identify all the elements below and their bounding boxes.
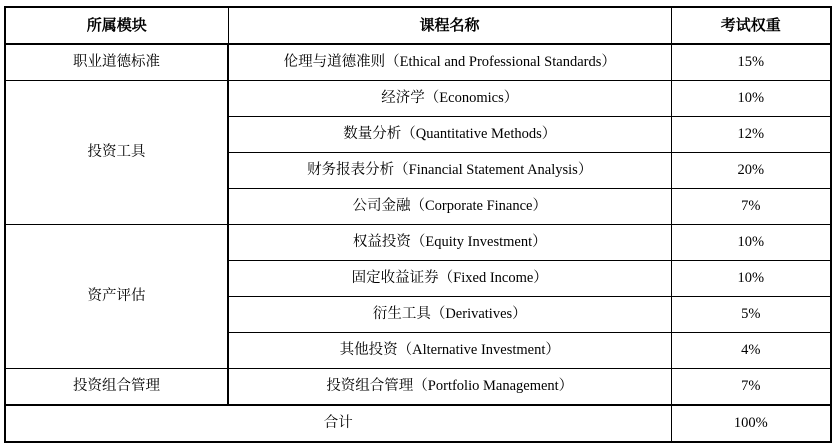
- weight-cell: 10%: [671, 261, 831, 297]
- weight-cell: 4%: [671, 333, 831, 369]
- module-cell: 资产评估: [5, 225, 228, 369]
- weight-cell: 15%: [671, 44, 831, 81]
- weight-cell: 20%: [671, 153, 831, 189]
- table-body: [5, 44, 831, 442]
- weight-cell: 7%: [671, 369, 831, 406]
- course-cell: 衍生工具（Derivatives）: [228, 297, 671, 333]
- module-cell: 投资工具: [5, 81, 228, 225]
- course-cell: 其他投资（Alternative Investment）: [228, 333, 671, 369]
- table-row: [5, 369, 831, 406]
- table-row: [5, 225, 831, 261]
- course-cell: 固定收益证券（Fixed Income）: [228, 261, 671, 297]
- total-weight-cell: 100%: [671, 405, 831, 442]
- course-cell: 经济学（Economics）: [228, 81, 671, 117]
- total-row: [5, 405, 831, 442]
- module-cell: 投资组合管理: [5, 369, 228, 406]
- course-cell: 投资组合管理（Portfolio Management）: [228, 369, 671, 406]
- weight-cell: 10%: [671, 81, 831, 117]
- cfa-exam-weight-table: [4, 6, 832, 443]
- weight-cell: 12%: [671, 117, 831, 153]
- weight-cell: 5%: [671, 297, 831, 333]
- course-cell: 权益投资（Equity Investment）: [228, 225, 671, 261]
- course-cell: 数量分析（Quantitative Methods）: [228, 117, 671, 153]
- weight-cell: 10%: [671, 225, 831, 261]
- table-row: [5, 81, 831, 117]
- header-course: 课程名称: [228, 7, 671, 44]
- header-module: 所属模块: [5, 7, 228, 44]
- course-cell: 财务报表分析（Financial Statement Analysis）: [228, 153, 671, 189]
- header-weight: 考试权重: [671, 7, 831, 44]
- course-cell: 公司金融（Corporate Finance）: [228, 189, 671, 225]
- weight-cell: 7%: [671, 189, 831, 225]
- total-label-cell: 合计: [5, 405, 671, 442]
- module-cell: 职业道德标准: [5, 44, 228, 81]
- course-cell: 伦理与道德准则（Ethical and Professional Standards）: [228, 44, 671, 81]
- table-row: [5, 44, 831, 81]
- table-header-row: [5, 7, 831, 44]
